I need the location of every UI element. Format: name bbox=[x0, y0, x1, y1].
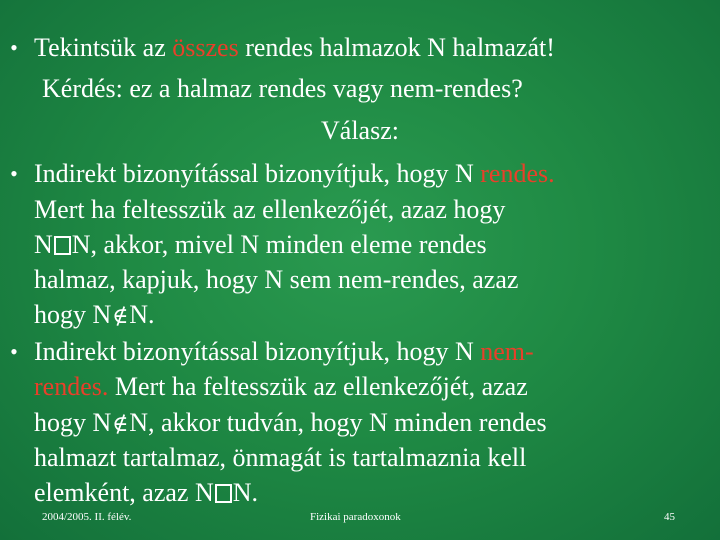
text-line-7: halmaz, kapjuk, hogy N sem nem-rendes, azaz bbox=[34, 265, 519, 294]
footer-title: Fizikai paradoxonok bbox=[310, 511, 401, 523]
element-of-symbol-box bbox=[215, 484, 232, 503]
bullet-1: • bbox=[10, 35, 18, 60]
text-segment: elemként, azaz N bbox=[34, 478, 214, 507]
element-of-symbol-box bbox=[54, 236, 71, 255]
bullet-2: • bbox=[10, 161, 18, 186]
text-segment: N, akkor, mivel N minden eleme rendes bbox=[71, 230, 487, 259]
text-line-13 bbox=[34, 476, 704, 510]
answer-label: Válasz: bbox=[321, 116, 399, 145]
not-element-of-symbol: ∉ bbox=[112, 303, 129, 328]
text-segment: rendes halmazok N halmazát! bbox=[238, 33, 555, 62]
not-element-of-symbol: ∉ bbox=[112, 411, 129, 436]
highlight-rendes-2: rendes. bbox=[34, 372, 109, 401]
text-segment: Indirekt bizonyítással bizonyítjuk, hogy N bbox=[34, 337, 481, 366]
text-segment: N. bbox=[129, 300, 155, 329]
text-line-8 bbox=[34, 298, 704, 333]
text-line-9 bbox=[34, 335, 704, 369]
footer-page-number: 45 bbox=[664, 511, 675, 523]
footer-semester: 2004/2005. II. félév. bbox=[42, 511, 132, 523]
text-line-10 bbox=[34, 370, 704, 404]
highlight-rendes: rendes. bbox=[480, 159, 555, 188]
text-segment: Indirekt bizonyítással bizonyítjuk, hogy N bbox=[34, 159, 481, 188]
text-segment: N bbox=[34, 230, 53, 259]
text-segment: N. bbox=[232, 478, 259, 507]
text-line-6 bbox=[34, 228, 704, 262]
question-line: Kérdés: ez a halmaz rendes vagy nem-rendes? bbox=[42, 74, 523, 103]
highlight-osszes: összes bbox=[172, 33, 239, 62]
text-segment: Mert ha feltesszük az ellenkezőjét, azaz bbox=[108, 372, 528, 401]
text-line-4 bbox=[34, 157, 704, 191]
text-line-1 bbox=[34, 31, 704, 65]
text-segment: Tekintsük az bbox=[34, 33, 173, 62]
text-line-12: halmazt tartalmaz, önmagát is tartalmaznia kell bbox=[34, 443, 527, 472]
text-segment: hogy N bbox=[34, 408, 112, 437]
text-segment: hogy N bbox=[34, 300, 112, 329]
text-line-5: Mert ha feltesszük az ellenkezőjét, azaz hogy bbox=[34, 195, 506, 224]
text-line-11 bbox=[34, 406, 704, 441]
bullet-3: • bbox=[10, 339, 18, 364]
text-segment: N, akkor tudván, hogy N minden rendes bbox=[129, 408, 547, 437]
highlight-nem: nem- bbox=[480, 337, 534, 366]
